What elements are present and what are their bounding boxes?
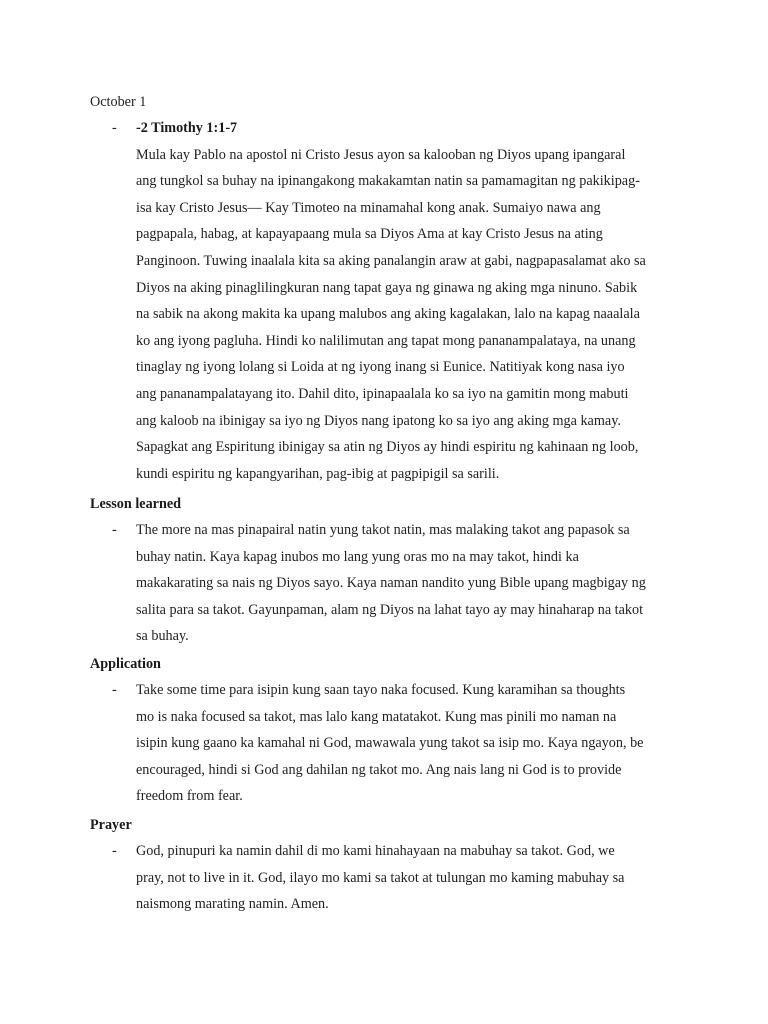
scripture-line: Sapagkat ang Espiritung ibinigay sa atin ng Diyos ay hindi espiritu ng kahinaan ng loob,: [136, 439, 639, 456]
scripture-line: ang tungkol sa buhay na ipinangakong makakamtan natin sa pamamagitan ng pakikipag-: [136, 173, 640, 190]
application-line: mo is naka focused sa takot, mas lalo kang matatakot. Kung mas pinili mo naman na: [136, 708, 617, 725]
lesson-line: buhay natin. Kaya kapag inubos mo lang yung oras mo na may takot, hindi ka: [136, 548, 579, 565]
scripture-bullet: -: [112, 120, 117, 136]
scripture-line: kundi espiritu ng kapangyarihan, pag-ibig at pagpipigil sa sarili.: [136, 465, 500, 482]
lesson-heading: Lesson learned: [90, 496, 182, 512]
scripture-line: Panginoon. Tuwing inaalala kita sa aking panalangin araw at gabi, nagpapasalamat ako sa: [136, 252, 646, 269]
scripture-reference: -2 Timothy 1:1-7: [136, 120, 238, 136]
scripture-line: ko ang iyong pagluha. Hindi ko nalilimutan ang tapat mong pananampalataya, na unang: [136, 332, 636, 349]
scripture-line: Mula kay Pablo na apostol ni Cristo Jesus ayon sa kalooban ng Diyos upang ipangaral: [136, 146, 626, 163]
scripture-line: ang pananampalatayang ito. Dahil dito, ipinapaalala ko sa iyo na gamitin mong mabuti: [136, 385, 629, 402]
lesson-line: salita para sa takot. Gayunpaman, alam ng Diyos na lahat tayo ay may hinaharap na takot: [136, 601, 644, 618]
scripture-line: tinaglay ng iyong lolang si Loida at ng iyong inang si Eunice. Natitiyak kong nasa iyo: [136, 359, 625, 376]
lesson-bullet: -: [112, 522, 117, 538]
application-heading: Application: [90, 656, 161, 672]
prayer-line: pray, not to live in it. God, ilayo mo kami sa takot at tulungan mo kaming mabuhay sa: [136, 869, 625, 886]
scripture-line: na sabik na akong makita ka upang malubos ang aking kagalakan, lalo na kapag naaalala: [136, 306, 640, 323]
prayer-bullet: -: [112, 843, 117, 859]
application-line: encouraged, hindi si God ang dahilan ng takot mo. Ang nais lang ni God is to provide: [136, 761, 622, 778]
application-bullet: -: [112, 682, 117, 698]
prayer-line: God, pinupuri ka namin dahil di mo kami hinahayaan na mabuhay sa takot. God, we: [136, 843, 615, 859]
lesson-line: makakarating sa nais ng Diyos sayo. Kaya naman nandito yung Bible upang magbigay ng: [136, 575, 646, 592]
lesson-block: [136, 517, 696, 650]
scripture-block: [136, 115, 696, 487]
prayer-heading: Prayer: [90, 817, 132, 833]
scripture-line: pagpapala, habag, at kapayapaang mula sa Diyos Ama at kay Cristo Jesus na ating: [136, 226, 603, 243]
prayer-line: naismong marating namin. Amen.: [136, 896, 329, 913]
prayer-block: [136, 838, 696, 918]
scripture-line: ang kaloob na ibinigay sa iyo ng Diyos nang ipatong ko sa iyo ang aking mga kamay.: [136, 412, 621, 429]
lesson-line: sa buhay.: [136, 628, 189, 645]
application-line: isipin kung gaano ka kamahal ni God, mawawala yung takot sa isip mo. Kaya ngayon, be: [136, 735, 644, 752]
scripture-line: isa kay Cristo Jesus— Kay Timoteo na minamahal kong anak. Sumaiyo nawa ang: [136, 199, 601, 216]
scripture-line: Diyos na aking pinaglilingkuran nang tapat gaya ng ginawa ng aking mga ninuno. Sabik: [136, 279, 638, 296]
application-line: freedom from fear.: [136, 788, 243, 805]
lesson-line: The more na mas pinapairal natin yung takot natin, mas malaking takot ang papasok sa: [136, 522, 630, 538]
entry-date: October 1: [90, 94, 147, 110]
application-block: [136, 677, 696, 810]
application-line: Take some time para isipin kung saan tayo naka focused. Kung karamihan sa thoughts: [136, 682, 626, 698]
